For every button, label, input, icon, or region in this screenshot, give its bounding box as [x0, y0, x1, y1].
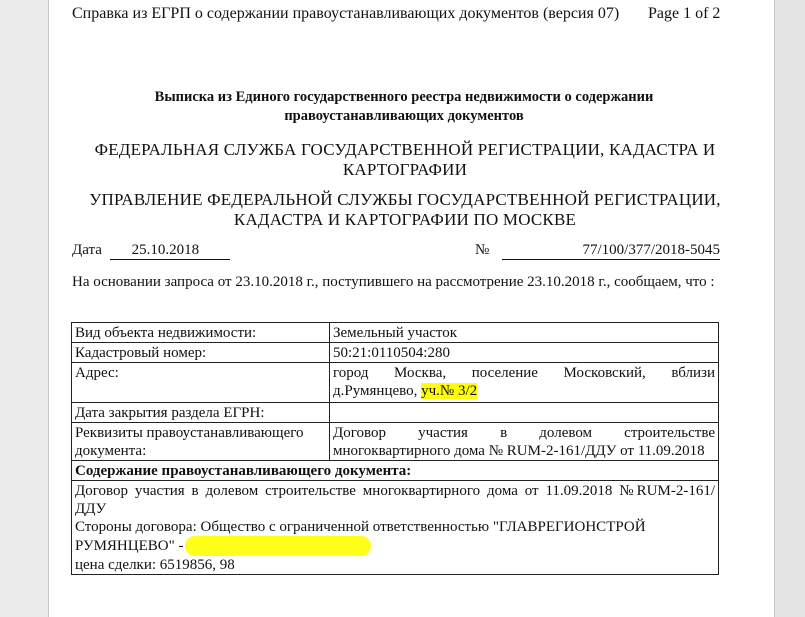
- print-header-page-number: Page 1 of 2: [648, 5, 721, 22]
- document-page: [49, 0, 774, 617]
- address-label: Адрес:: [72, 363, 330, 403]
- object-type-label: Вид объекта недвижимости:: [72, 323, 330, 343]
- contents-body: [72, 481, 719, 575]
- closing-date-value: [330, 403, 719, 423]
- address-plot-highlight: уч.№ 3/2: [421, 383, 478, 399]
- contents-contract-line: Договор участия в долевом строительстве многоквартирного дома от 11.09.2018 №RUM-2-161/ДДУ: [75, 483, 715, 517]
- viewer-left-margin: [0, 0, 49, 617]
- date-label: Дата: [72, 242, 102, 258]
- cadastral-number-value: 50:21:0110504:280: [330, 343, 719, 363]
- contents-parties-line: [75, 519, 646, 554]
- requisites-value-text: Договор участия в долевом строительстве многоквартирного дома № RUM-2-161/ДДУ от 11.09.2018: [333, 425, 715, 459]
- document-title: Выписка из Единого государственного реестра недвижимости о содержании правоустанавливающих документов: [154, 89, 654, 124]
- address-main: город Москва, поселение Московский, вблизи д.Румянцево,: [333, 365, 715, 399]
- table-row: [72, 461, 719, 481]
- table-row: [72, 323, 719, 343]
- closing-date-label: Дата закрытия раздела ЕГРН:: [72, 403, 330, 423]
- number-value: 77/100/377/2018-5045: [502, 242, 720, 260]
- print-header-title: Справка из ЕГРП о содержании правоустанавливающих документов (версия 07): [72, 5, 620, 22]
- table-row: [72, 423, 719, 461]
- object-type-value: Земельный участок: [330, 323, 719, 343]
- document-info-table: [71, 322, 719, 575]
- date-value: 25.10.2018: [110, 242, 230, 260]
- viewer-right-margin: [774, 0, 805, 617]
- requisites-value: [330, 423, 719, 461]
- table-row: [72, 481, 719, 575]
- table-row: [72, 343, 719, 363]
- number-label: №: [475, 242, 490, 258]
- table-row: [72, 403, 719, 423]
- contents-parties-text: Стороны договора: Общество с ограниченной ответственностью "ГЛАВРЕГИОНСТРОЙ РУМЯНЦЕВО" -: [75, 519, 646, 554]
- intro-paragraph: На основании запроса от 23.10.2018 г., поступившего на рассмотрение 23.10.2018 г., сообщаем, что :: [72, 274, 715, 290]
- agency-federal-service: ФЕДЕРАЛЬНАЯ СЛУЖБА ГОСУДАРСТВЕННОЙ РЕГИСТРАЦИИ, КАДАСТРА И КАРТОГРАФИИ: [94, 140, 716, 179]
- requisites-label: Реквизиты правоустанавливающего документа:: [72, 423, 330, 461]
- agency-moscow-office: УПРАВЛЕНИЕ ФЕДЕРАЛЬНОЙ СЛУЖБЫ ГОСУДАРСТВЕННОЙ РЕГИСТРАЦИИ, КАДАСТРА И КАРТОГРАФИИ ПО МОСКВЕ: [89, 190, 721, 229]
- table-row: [72, 363, 719, 403]
- contents-price-line: цена сделки: 6519856, 98: [75, 557, 235, 573]
- contents-heading: Содержание правоустанавливающего документа:: [72, 461, 719, 481]
- address-value: [330, 363, 719, 403]
- address-value-text: [333, 364, 715, 400]
- redaction-mark: [185, 536, 371, 556]
- date-line: [72, 242, 230, 260]
- cadastral-number-label: Кадастровый номер:: [72, 343, 330, 363]
